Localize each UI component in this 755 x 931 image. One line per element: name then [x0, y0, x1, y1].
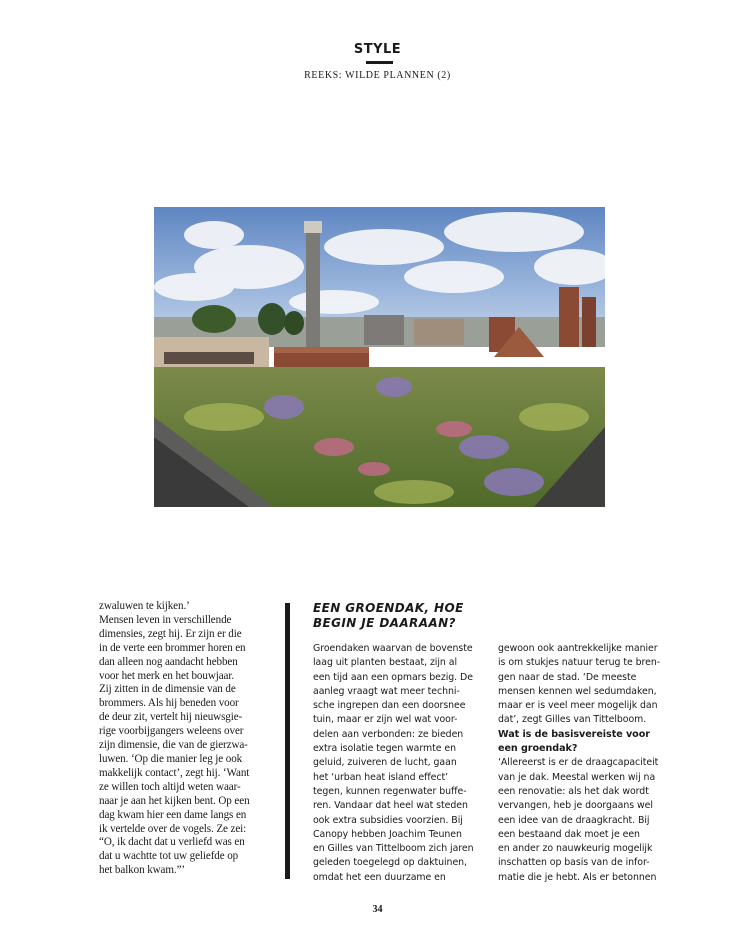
- text-line: inschatten op basis van de infor-: [498, 857, 650, 869]
- text-line: de deur zit, vertelt hij nieuwsgie-: [99, 711, 243, 724]
- text-line: gewoon ook aantrekkelijke manier: [498, 643, 658, 654]
- text-line: het ‘urban heat island effect’: [313, 771, 449, 783]
- section-heading: [313, 601, 483, 631]
- text-line: een renovatie: als het dak wordt: [498, 785, 649, 797]
- text-line: tegen, kunnen regenwater buffe-: [313, 785, 467, 797]
- text-line: maar er is veel meer mogelijk dan: [498, 700, 658, 712]
- text-line: “O, ik dacht dat u verliefd was en: [99, 836, 245, 849]
- text-line: makkelijk contact’, zegt hij. ‘Want: [99, 766, 250, 779]
- column-divider-bar: [285, 603, 290, 879]
- text-line: ren. Vandaar dat heel wat steden: [313, 800, 468, 812]
- text-line: gen naar de stad. ‘De meeste: [498, 671, 637, 683]
- text-line: het balkon kwam.”’: [99, 864, 185, 877]
- text-line: omdat het een duurzame en: [313, 871, 446, 883]
- series-title: REEKS: WILDE PLANNEN (2): [304, 70, 451, 81]
- text-line: ook extra subsidies voorzien. Bij: [313, 814, 463, 826]
- roof-garden-photo: [154, 207, 605, 507]
- page-number: 34: [372, 904, 383, 915]
- text-line: dimensies, zegt hij. Er zijn er die: [99, 627, 242, 640]
- text-line: zijn dimensie, die van de gierzwa-: [99, 739, 248, 752]
- text-line: en ander zo nauwkeurig mogelijk: [498, 843, 653, 855]
- question-subheading: Wat is de basisvereiste voor: [498, 728, 650, 740]
- text-line: Mensen leven in verschillende: [99, 613, 232, 626]
- text-line: dan alleen nog aandacht hebben: [99, 655, 238, 668]
- text-line: sche ingrepen dan een doorsnee: [313, 700, 466, 712]
- text-line: luwen. ‘Op die manier leg je ook: [99, 752, 243, 765]
- text-line: van je dak. Meestal werken wij na: [498, 771, 656, 783]
- text-line: ze willen toch altijd weten waar-: [99, 780, 241, 793]
- text-line: ‘Allereerst is er de draagcapaciteit: [498, 757, 659, 769]
- text-line: Groendaken waarvan de bovenste: [313, 643, 473, 654]
- text-line: delen aan verbonden: ze bieden: [313, 728, 464, 740]
- text-line: geluid, zuiveren de lucht, gaan: [313, 757, 457, 769]
- text-line: is om stukjes natuur terug te bren-: [498, 657, 661, 669]
- text-line: brommers. Als hij beneden voor: [99, 697, 239, 710]
- article-column-2: [313, 642, 487, 885]
- text-line: geleden toegelegd op daktuinen,: [313, 857, 467, 869]
- text-line: een idee van de draagkracht. Bij: [498, 814, 650, 826]
- text-line: Zij zitten in de dimensie van de: [99, 683, 236, 696]
- text-line: matie die je hebt. Als er betonnen: [498, 871, 657, 883]
- section-kicker: STYLE: [353, 42, 402, 57]
- text-line: naar je aan het kijken bent. Op een: [99, 794, 250, 807]
- text-line: en Gilles van Tittelboom zich jaren: [313, 843, 474, 855]
- text-line: vervangen, heb je doorgaans wel: [498, 800, 653, 812]
- text-line: een bestaand dak moet je een: [498, 828, 640, 840]
- text-line: dag kwam hier een dame langs en: [99, 808, 247, 821]
- text-line: dat’, zegt Gilles van Tittelboom.: [498, 714, 647, 726]
- kicker-underline: [366, 61, 393, 64]
- text-line: aanleg vraagt wat meer techni-: [313, 685, 460, 697]
- text-line: rige voorbijgangers weleens over: [99, 725, 244, 738]
- text-line: extra isolatie tegen warmte en: [313, 743, 456, 755]
- text-line: ik vertelde over de vogels. Ze zei:: [99, 822, 247, 835]
- question-subheading: een groendak?: [498, 743, 578, 755]
- text-line: in de verte een brommer horen en: [99, 641, 246, 654]
- text-line: Canopy hebben Joachim Teunen: [313, 828, 462, 840]
- text-line: dat u wachtte tot uw geliefde op: [99, 850, 239, 863]
- text-line: een tijd aan een opmars bezig. De: [313, 671, 473, 683]
- section-heading-line: BEGIN JE DAARAAN?: [313, 616, 456, 630]
- text-line: tuin, maar er zijn wel wat voor-: [313, 714, 458, 726]
- text-line: mensen kennen wel sedumdaken,: [498, 685, 657, 697]
- section-heading-line: EEN GROENDAK, HOE: [313, 601, 464, 615]
- article-column-1: [99, 600, 261, 878]
- text-line: zwaluwen te kijken.’: [99, 600, 190, 612]
- article-column-3: [498, 642, 666, 885]
- text-line: voor het merk en het bouwjaar.: [99, 669, 235, 682]
- text-line: laag uit planten bestaat, zijn al: [313, 657, 457, 669]
